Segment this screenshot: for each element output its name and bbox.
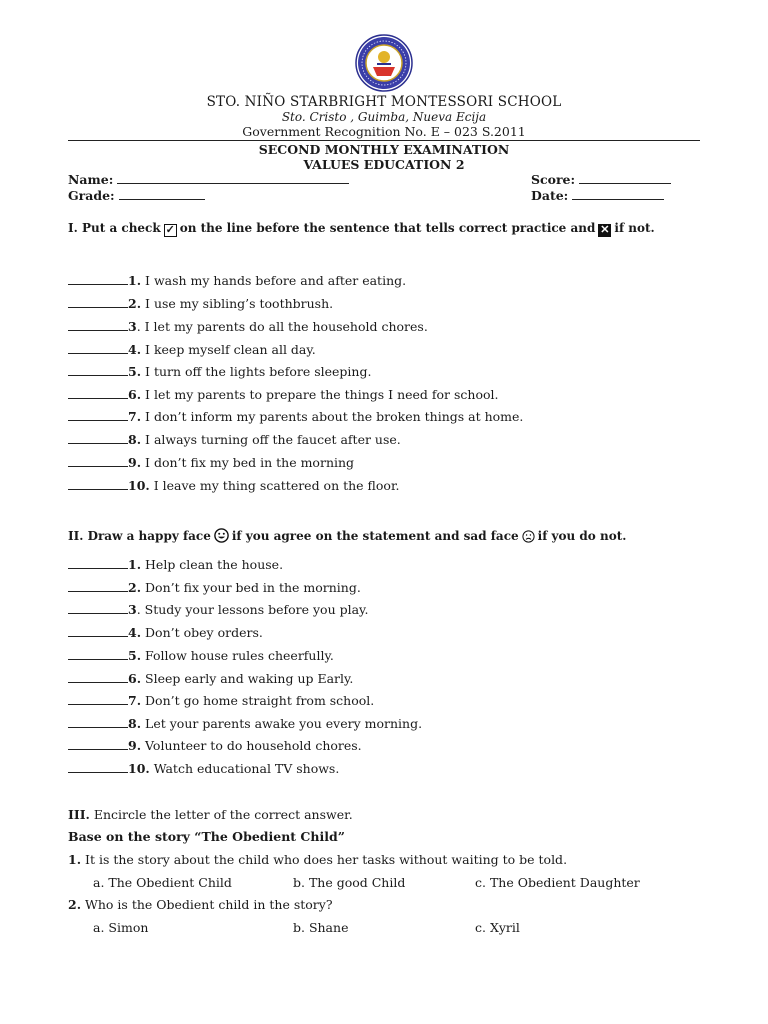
answer-blank[interactable] [68,557,128,569]
answer-blank[interactable] [68,671,128,683]
item-text: Watch educational TV shows. [149,761,340,776]
part3-instruction-text: Encircle the letter of the correct answer. [89,807,353,822]
list-item [68,625,263,640]
item-number: 2. [128,580,142,595]
item-number: 7. [128,693,142,708]
list-item [68,557,283,572]
item-text: I turn off the lights before sleeping. [141,364,372,379]
choice-2c[interactable]: c. Xyril [475,920,520,935]
grade-label: Grade: [68,188,115,203]
item-text: I don’t fix my bed in the morning [141,455,355,470]
choice-1c[interactable]: c. The Obedient Daughter [475,875,640,890]
list-item [68,342,316,357]
item-number: 2. [128,296,142,311]
question-number: 1. [68,852,82,867]
list-item [68,319,428,334]
school-name: STO. NIÑO STARBRIGHT MONTESSORI SCHOOL [206,94,562,110]
score-field [531,172,671,187]
part1-instruction-a: I. Put a check [68,221,161,235]
item-text: I keep myself clean all day. [141,342,316,357]
date-label: Date: [531,188,569,203]
part3-label: III. [68,807,90,822]
x-glyph: ✕ [600,223,610,236]
answer-blank[interactable] [68,716,128,728]
item-text: Don’t obey orders. [141,625,263,640]
item-number: 9. [128,455,142,470]
item-text: Follow house rules cheerfully. [141,648,334,663]
item-number: 10. [128,761,150,776]
answer-blank[interactable] [68,738,128,750]
score-blank[interactable] [579,172,671,184]
part3-instruction [68,807,353,822]
part2-instruction [68,528,626,546]
list-item [68,580,361,595]
item-number: 6. [128,671,142,686]
date-blank[interactable] [572,188,664,200]
answer-blank[interactable] [68,602,128,614]
item-text: Don’t fix your bed in the morning. [141,580,361,595]
date-field [531,188,664,203]
list-item [68,602,368,617]
item-text: Help clean the house. [141,557,284,572]
question-number: 2. [68,897,82,912]
item-number: 9. [128,738,142,753]
item-number: 10. [128,478,150,493]
choice-1a[interactable]: a. The Obedient Child [93,875,232,890]
check-glyph: ✓ [165,223,175,236]
part2-instruction-c: if you do not. [537,529,627,543]
item-number: 1. [128,273,142,288]
list-item [68,273,406,288]
part1-instruction-b: on the line before the sentence that tells correct practice and [179,221,596,235]
exam-title: SECOND MONTHLY EXAMINATION [258,142,510,157]
crossed-box-icon [598,224,611,237]
sad-face-icon [522,530,535,546]
item-text: . I let my parents do all the household chores. [136,319,428,334]
answer-blank[interactable] [68,478,128,490]
item-number: 3 [128,602,137,617]
choice-1b[interactable]: b. The good Child [293,875,406,890]
grade-field [68,188,205,203]
question-2 [68,897,333,912]
question-text: It is the story about the child who does her tasks without waiting to be told. [81,852,568,867]
list-item [68,455,354,470]
answer-blank[interactable] [68,648,128,660]
item-number: 4. [128,342,142,357]
item-number: 4. [128,625,142,640]
answer-blank[interactable] [68,580,128,592]
item-number: 6. [128,387,142,402]
list-item [68,716,422,731]
item-number: 8. [128,432,142,447]
item-text: I use my sibling’s toothbrush. [141,296,334,311]
item-number: 3 [128,319,137,334]
list-item [68,432,401,447]
question-1 [68,852,567,867]
list-item [68,387,499,402]
part1-instruction-c: if not. [614,221,655,235]
list-item [68,693,374,708]
item-number: 5. [128,364,142,379]
school-address: Sto. Cristo , Guimba, Nueva Ecija [281,110,487,124]
item-number: 8. [128,716,142,731]
answer-blank[interactable] [68,319,128,331]
government-recognition: Government Recognition No. E – 023 S.2011 [242,124,526,139]
answer-blank[interactable] [68,387,128,399]
answer-blank[interactable] [68,625,128,637]
question-text: Who is the Obedient child in the story? [81,897,333,912]
answer-blank[interactable] [68,432,128,444]
item-text: I let my parents to prepare the things I need for school. [141,387,499,402]
item-text: Volunteer to do household chores. [141,738,362,753]
list-item [68,409,523,424]
item-number: 7. [128,409,142,424]
answer-blank[interactable] [68,296,128,308]
header-divider [68,140,700,141]
part1-instruction [68,221,655,237]
item-number: 1. [128,557,142,572]
list-item [68,364,371,379]
story-line: Base on the story “The Obedient Child” [68,829,345,844]
school-seal-logo [355,34,413,92]
list-item [68,761,339,776]
name-field [68,172,349,187]
checked-box-icon [164,224,177,237]
item-number: 5. [128,648,142,663]
list-item [68,296,333,311]
answer-blank[interactable] [68,693,128,705]
list-item [68,478,400,493]
list-item [68,738,362,753]
item-text: . Study your lessons before you play. [136,602,369,617]
answer-blank[interactable] [68,409,128,421]
answer-blank[interactable] [68,273,128,285]
list-item [68,671,353,686]
item-text: I always turning off the faucet after use. [141,432,401,447]
choice-2a[interactable]: a. Simon [93,920,149,935]
choice-2b[interactable]: b. Shane [293,920,349,935]
name-label: Name: [68,172,114,187]
part2-instruction-a: II. Draw a happy face [68,529,211,543]
answer-blank[interactable] [68,761,128,773]
exam-subject: VALUES EDUCATION 2 [303,157,465,172]
item-text: I leave my thing scattered on the floor. [149,478,400,493]
name-blank[interactable] [117,172,349,184]
answer-blank[interactable] [68,342,128,354]
item-text: Don’t go home straight from school. [141,693,375,708]
item-text: Sleep early and waking up Early. [141,671,354,686]
grade-blank[interactable] [119,188,205,200]
item-text: Let your parents awake you every morning. [141,716,423,731]
item-text: I wash my hands before and after eating. [141,273,407,288]
item-text: I don’t inform my parents about the broken things at home. [141,409,524,424]
answer-blank[interactable] [68,364,128,376]
part2-instruction-b: if you agree on the statement and sad face [231,529,519,543]
list-item [68,648,334,663]
happy-face-icon [214,528,229,546]
answer-blank[interactable] [68,455,128,467]
score-label: Score: [531,172,576,187]
